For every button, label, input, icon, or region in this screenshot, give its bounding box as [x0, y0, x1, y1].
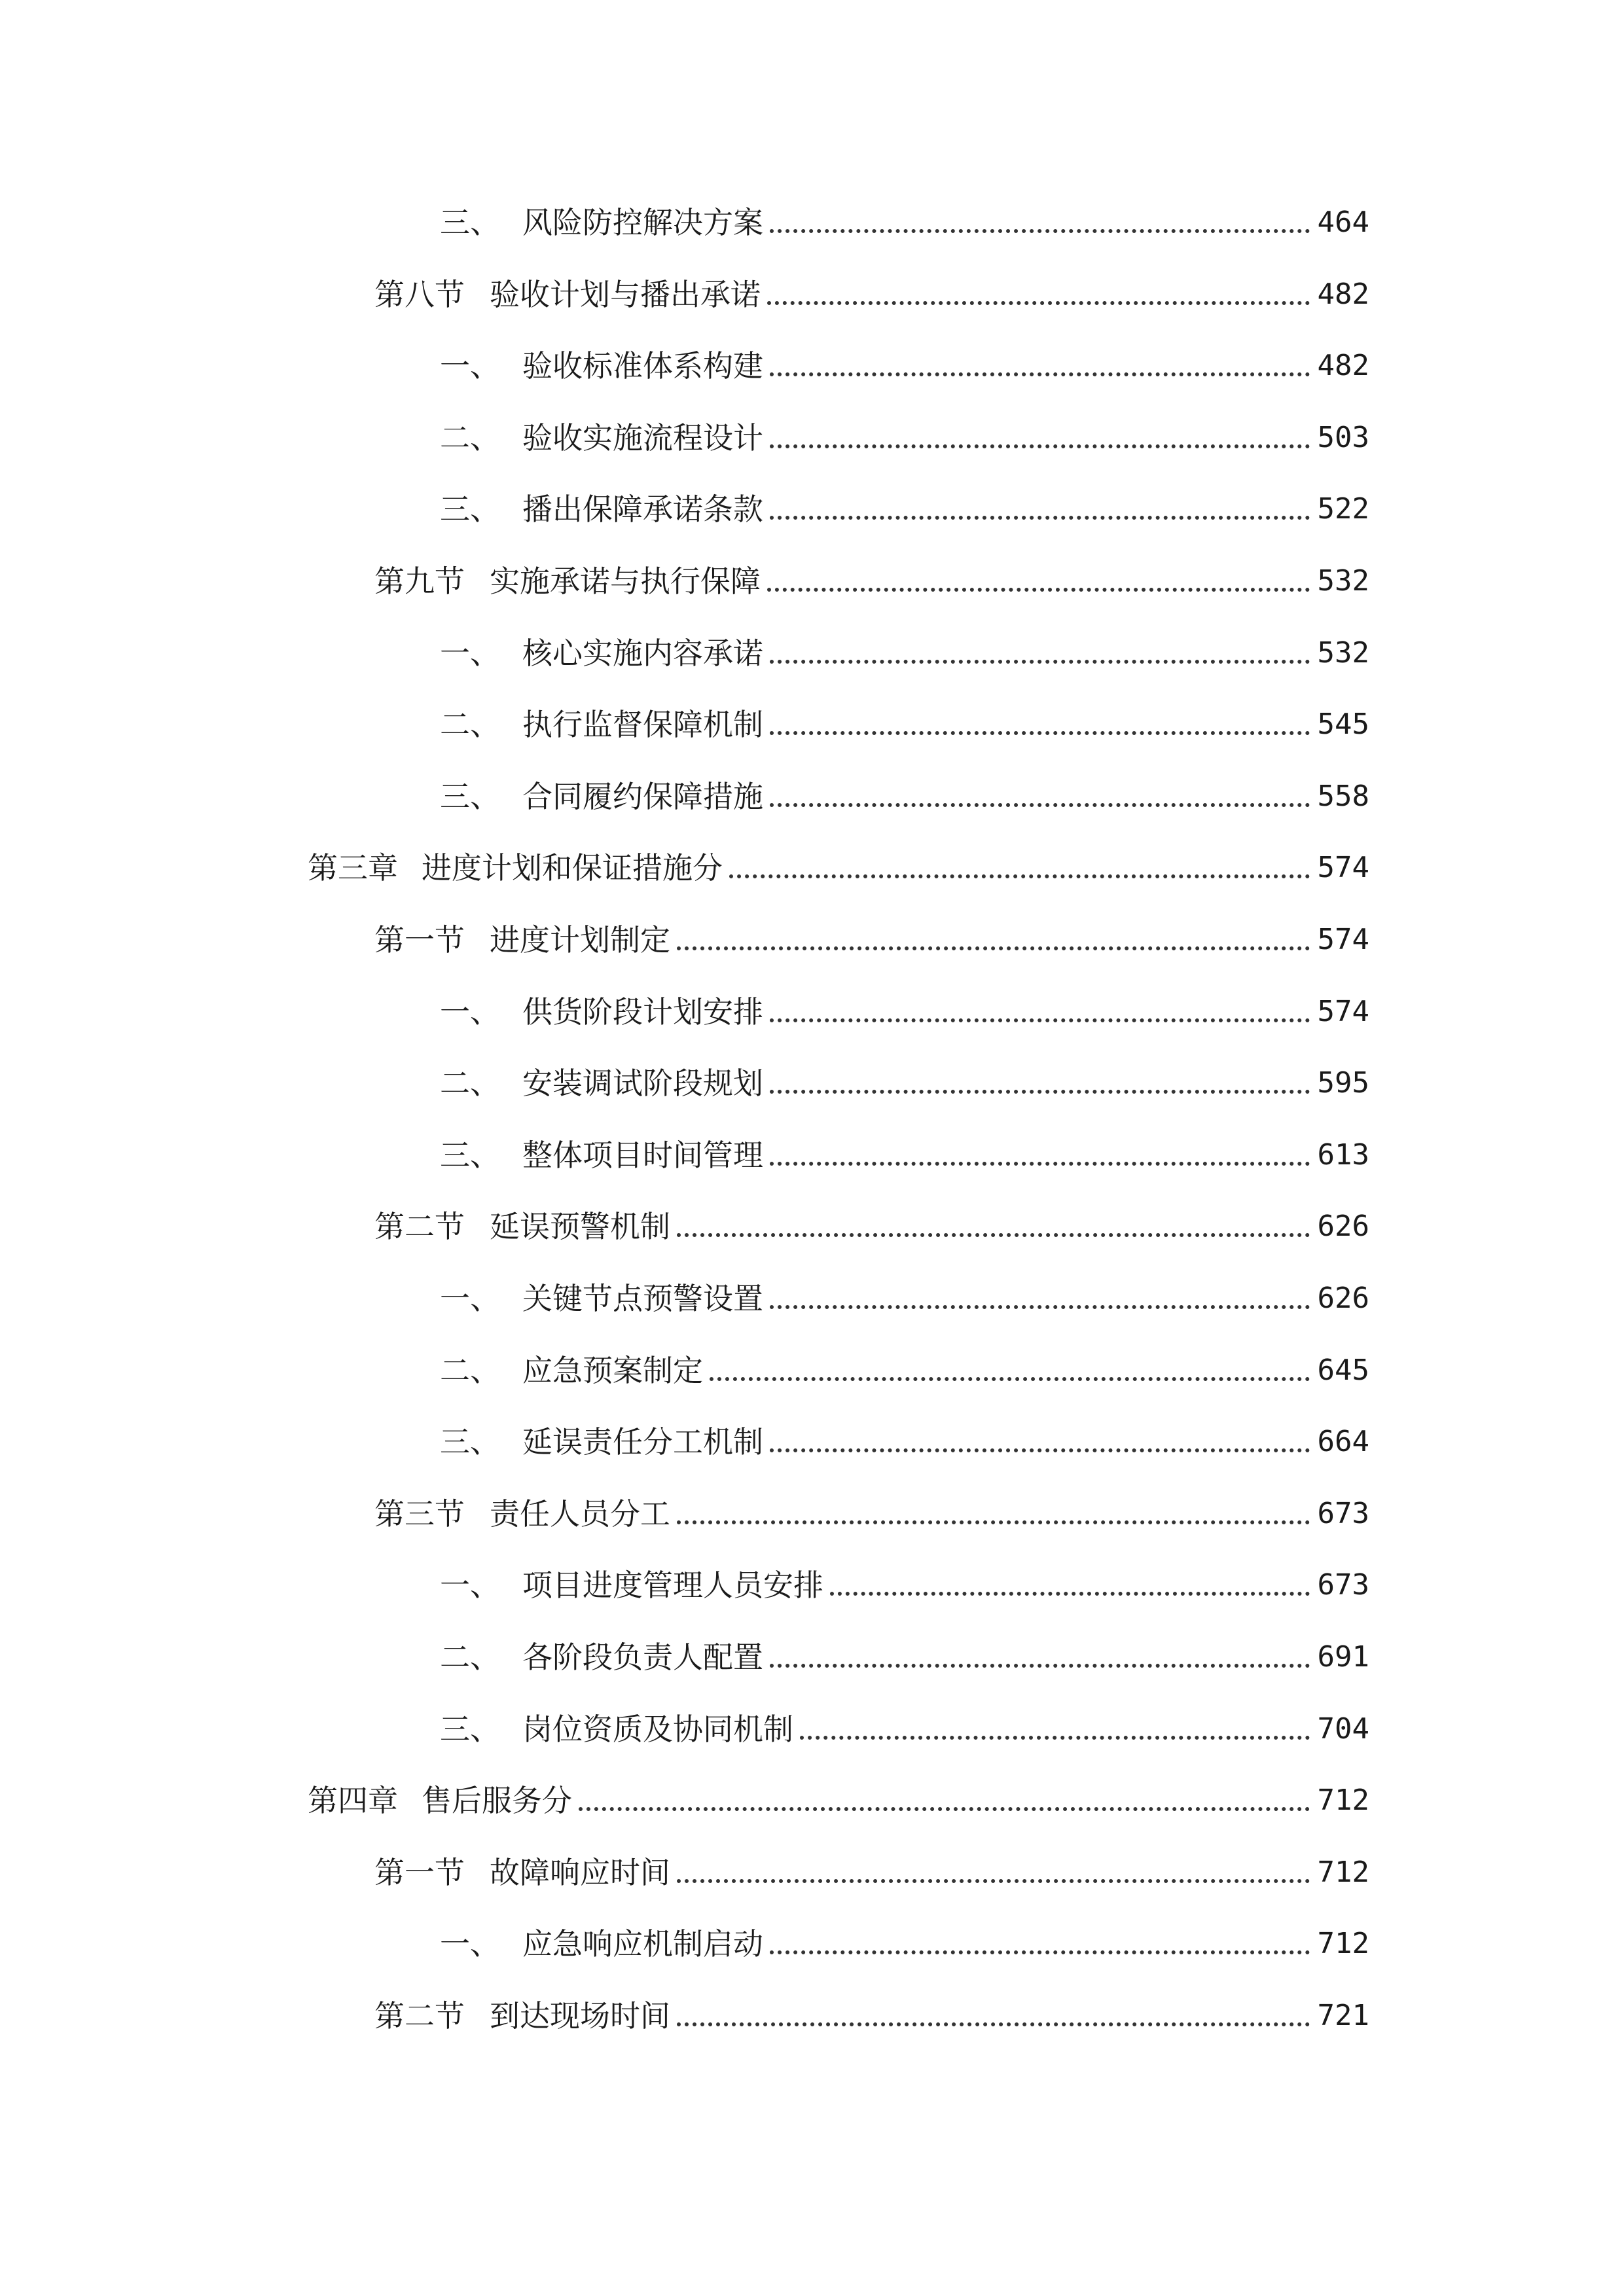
dot-leader	[677, 1233, 1310, 1237]
toc-entry-page-number: 482	[1317, 349, 1369, 382]
dot-leader	[770, 1950, 1310, 1954]
toc-entry-page-number: 545	[1317, 708, 1369, 741]
toc-entry-number: 一、	[440, 994, 500, 1030]
toc-entry[interactable]	[0, 1481, 1369, 1534]
dot-leader	[800, 1736, 1310, 1740]
dot-leader	[770, 660, 1310, 664]
toc-entry-page-number: 522	[1317, 492, 1369, 526]
toc-entry-page-number: 673	[1317, 1568, 1369, 1602]
toc-entry-title: 进度计划和保证措施分	[422, 850, 723, 886]
toc-entry-title: 播出保障承诺条款	[522, 492, 763, 527]
toc-entry-number: 一、	[440, 1926, 500, 1962]
toc-entry[interactable]	[0, 1194, 1369, 1246]
toc-entry-title: 实施承诺与执行保障	[490, 564, 761, 599]
dot-leader	[830, 1592, 1310, 1596]
toc-entry[interactable]	[0, 405, 1369, 457]
dot-leader	[677, 1520, 1310, 1524]
toc-entry[interactable]	[0, 1911, 1369, 1964]
toc-entry-page-number: 532	[1317, 636, 1369, 670]
toc-entry[interactable]	[0, 190, 1369, 242]
toc-entry-number: 三、	[440, 205, 500, 240]
toc-entry-number: 第二节	[374, 1998, 465, 2034]
toc-entry[interactable]	[0, 1409, 1369, 1462]
toc-entry-page-number: 574	[1317, 923, 1369, 956]
toc-entry[interactable]	[0, 979, 1369, 1031]
toc-entry-number: 三、	[440, 779, 500, 814]
toc-entry-page-number: 704	[1317, 1712, 1369, 1746]
dot-leader	[770, 372, 1310, 376]
toc-entry-title: 应急响应机制启动	[522, 1926, 763, 1962]
toc-entry-number: 第一节	[374, 1855, 465, 1890]
toc-entry[interactable]	[0, 692, 1369, 744]
toc-entry-title: 关键节点预警设置	[522, 1281, 763, 1316]
toc-entry-number: 三、	[440, 1424, 500, 1460]
dot-leader	[770, 1090, 1310, 1094]
toc-entry-number: 第九节	[374, 564, 465, 599]
toc-entry-page-number: 626	[1317, 1210, 1369, 1243]
dot-leader	[767, 301, 1310, 305]
toc-entry-number: 第一节	[374, 922, 465, 958]
toc-entry-number: 二、	[440, 420, 500, 456]
toc-entry-title: 合同履约保障措施	[522, 779, 763, 814]
toc-entry-number: 第二节	[374, 1209, 465, 1244]
toc-entry-page-number: 691	[1317, 1640, 1369, 1674]
toc-entry[interactable]	[0, 333, 1369, 386]
dot-leader	[677, 1879, 1310, 1883]
dot-leader	[729, 874, 1310, 878]
toc-entry-number: 二、	[440, 1640, 500, 1675]
toc-entry[interactable]	[0, 1624, 1369, 1677]
toc-entry-number: 一、	[440, 1281, 500, 1316]
toc-entry[interactable]	[0, 1050, 1369, 1103]
dot-leader	[677, 2022, 1310, 2026]
toc-entry-number: 三、	[440, 1712, 500, 1747]
toc-entry-title: 执行监督保障机制	[522, 707, 763, 742]
dot-leader	[770, 516, 1310, 520]
toc-entry[interactable]	[0, 548, 1369, 601]
toc-entry[interactable]	[0, 764, 1369, 816]
toc-entry-title: 安装调试阶段规划	[522, 1066, 763, 1101]
toc-entry-title: 售后服务分	[422, 1783, 572, 1818]
toc-entry-page-number: 482	[1317, 278, 1369, 311]
toc-entry-title: 岗位资质及协同机制	[522, 1712, 793, 1747]
toc-entry-title: 延误责任分工机制	[522, 1424, 763, 1460]
toc-entry-page-number: 532	[1317, 564, 1369, 598]
toc-entry-title: 应急预案制定	[522, 1353, 703, 1388]
toc-entry[interactable]	[0, 1122, 1369, 1175]
toc-entry-page-number: 664	[1317, 1425, 1369, 1458]
toc-entry-number: 一、	[440, 636, 500, 671]
dot-leader	[770, 1305, 1310, 1309]
dot-leader	[710, 1377, 1310, 1381]
toc-entry[interactable]	[0, 835, 1369, 888]
dot-leader	[770, 444, 1310, 448]
dot-leader	[770, 1018, 1310, 1022]
toc-entry[interactable]	[0, 1338, 1369, 1390]
toc-entry-page-number: 712	[1317, 1856, 1369, 1889]
dot-leader	[770, 803, 1310, 807]
toc-entry-title: 进度计划制定	[490, 922, 670, 958]
toc-entry-title: 整体项目时间管理	[522, 1138, 763, 1173]
toc-entry-number: 第三节	[374, 1496, 465, 1532]
toc-entry-number: 第八节	[374, 277, 465, 312]
toc-entry-number: 三、	[440, 1138, 500, 1173]
toc-entry-page-number: 721	[1317, 1999, 1369, 2032]
toc-entry-page-number: 712	[1317, 1927, 1369, 1960]
toc-entry-number: 三、	[440, 492, 500, 527]
toc-entry[interactable]	[0, 1266, 1369, 1318]
toc-entry[interactable]	[0, 907, 1369, 960]
toc-entry-page-number: 712	[1317, 1784, 1369, 1817]
toc-entry-title: 故障响应时间	[490, 1855, 670, 1890]
toc-entry[interactable]	[0, 1840, 1369, 1892]
toc-entry-number: 一、	[440, 1568, 500, 1603]
toc-entry-page-number: 574	[1317, 995, 1369, 1028]
dot-leader	[770, 1162, 1310, 1166]
toc-entry-page-number: 464	[1317, 206, 1369, 239]
toc-entry-page-number: 673	[1317, 1497, 1369, 1530]
dot-leader	[770, 1448, 1310, 1452]
toc-entry-title: 供货阶段计划安排	[522, 994, 763, 1030]
toc-entry-title: 到达现场时间	[490, 1998, 670, 2034]
toc-entry-number: 二、	[440, 1353, 500, 1388]
toc-entry-title: 验收计划与播出承诺	[490, 277, 761, 312]
toc-entry-number: 一、	[440, 348, 500, 384]
toc-entry-page-number: 503	[1317, 421, 1369, 454]
toc-entry-number: 第三章	[308, 850, 398, 886]
toc-entry-title: 延误预警机制	[490, 1209, 670, 1244]
toc-entry[interactable]	[0, 620, 1369, 673]
toc-entry[interactable]	[0, 476, 1369, 529]
toc-entry-page-number: 645	[1317, 1354, 1369, 1387]
toc-entry-number: 二、	[440, 1066, 500, 1101]
toc-entry-page-number: 574	[1317, 851, 1369, 884]
toc-entry-page-number: 558	[1317, 780, 1369, 813]
toc-entry-title: 项目进度管理人员安排	[522, 1568, 823, 1603]
toc-entry-page-number: 613	[1317, 1138, 1369, 1172]
toc-entry-title: 验收标准体系构建	[522, 348, 763, 384]
toc-entry-number: 二、	[440, 707, 500, 742]
toc-entry-title: 风险防控解决方案	[522, 205, 763, 240]
toc-entry[interactable]	[0, 1768, 1369, 1820]
dot-leader	[770, 731, 1310, 735]
toc-entry[interactable]	[0, 1696, 1369, 1749]
dot-leader	[579, 1807, 1310, 1811]
toc-entry-title: 责任人员分工	[490, 1496, 670, 1532]
toc-entry[interactable]	[0, 1552, 1369, 1605]
dot-leader	[677, 946, 1310, 950]
toc-entry-title: 核心实施内容承诺	[522, 636, 763, 671]
toc-entry-number: 第四章	[308, 1783, 398, 1818]
toc-entry-page-number: 626	[1317, 1282, 1369, 1315]
dot-leader	[770, 1664, 1310, 1668]
dot-leader	[767, 588, 1310, 592]
toc-entry-title: 各阶段负责人配置	[522, 1640, 763, 1675]
toc-entry-title: 验收实施流程设计	[522, 420, 763, 456]
toc-entry[interactable]	[0, 1983, 1369, 2036]
dot-leader	[770, 229, 1310, 233]
toc-entry-page-number: 595	[1317, 1066, 1369, 1100]
toc-entry[interactable]	[0, 262, 1369, 314]
